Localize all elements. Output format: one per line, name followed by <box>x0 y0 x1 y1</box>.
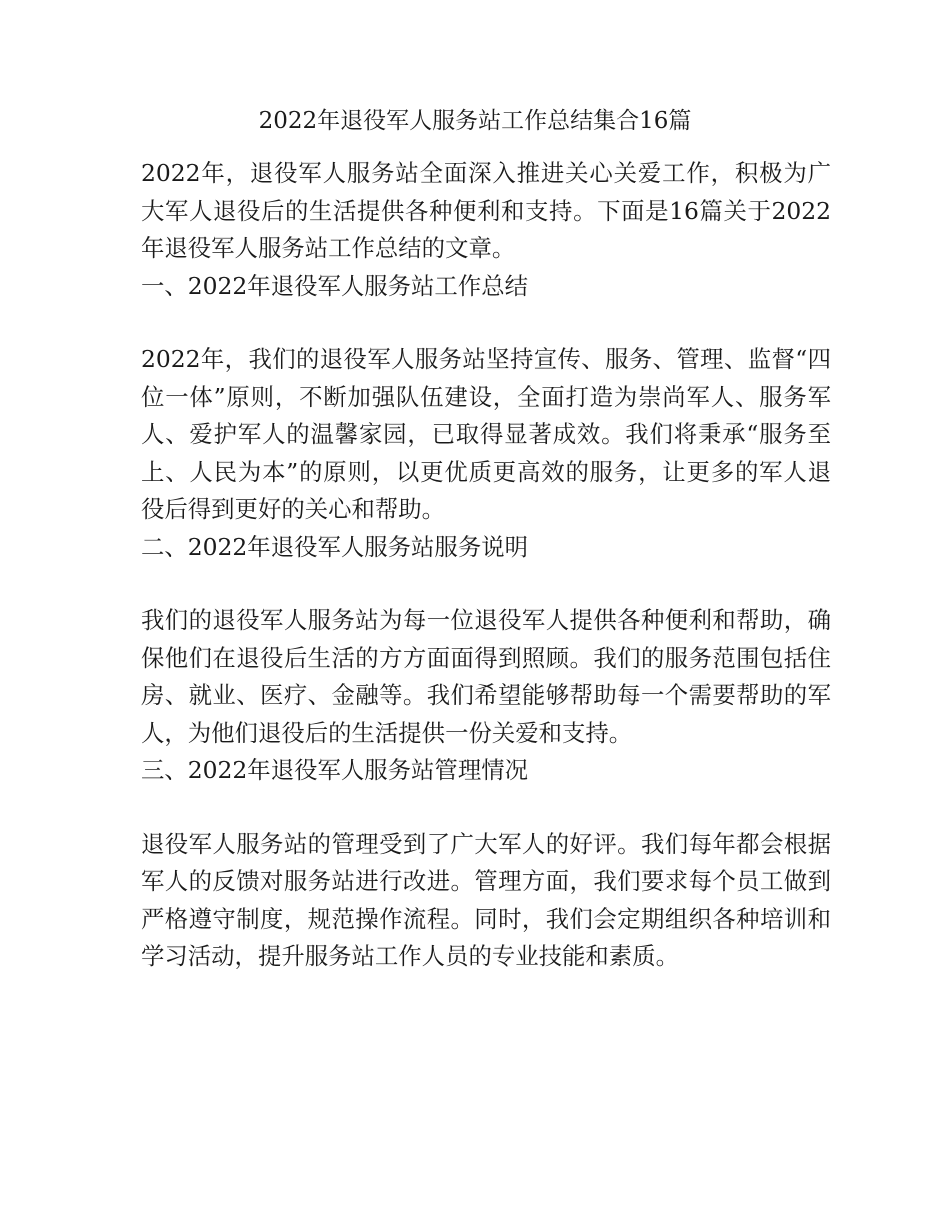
section-heading-3: 三、2022年退役军人服务站管理情况 <box>141 756 528 784</box>
section-heading-1: 一、2022年退役军人服务站工作总结 <box>141 271 528 300</box>
section-body-3: 退役军人服务站的管理受到了广大军人的好评。我们每年都会根据军人的反馈对服务站进行改进。管理方面，我们要求每个员工做到严格遵守制度，规范操作流程。同时，我们会定期组织各种培训和学习活动，提升服务站工作人员的专业技能和素质。 <box>141 829 831 970</box>
document-body <box>141 155 831 976</box>
section-heading-2: 二、2022年退役军人服务站服务说明 <box>141 532 528 561</box>
section-body-2: 我们的退役军人服务站为每一位退役军人提供各种便利和帮助，确保他们在退役后生活的方方面面得到照顾。我们的服务范围包括住房、就业、医疗、金融等。我们希望能够帮助每一个需要帮助的军人，为他们退役后的生活提供一份关爱和支持。 <box>141 606 831 747</box>
intro-paragraph: 2022年，退役军人服务站全面深入推进关心关爱工作，积极为广大军人退役后的生活提供各种便利和支持。下面是16篇关于2022年退役军人服务站工作总结的文章。 <box>141 159 831 262</box>
section-body-1: 2022年，我们的退役军人服务站坚持宣传、服务、管理、监督“四位一体”原则，不断加强队伍建设，全面打造为崇尚军人、服务军人、爱护军人的温馨家园，已取得显著成效。我们将秉承“服务至上、人民为本”的原则，以更优质更高效的服务，让更多的军人退役后得到更好的关心和帮助。 <box>141 345 831 523</box>
document-title: 2022年退役军人服务站工作总结集合16篇 <box>258 108 692 134</box>
